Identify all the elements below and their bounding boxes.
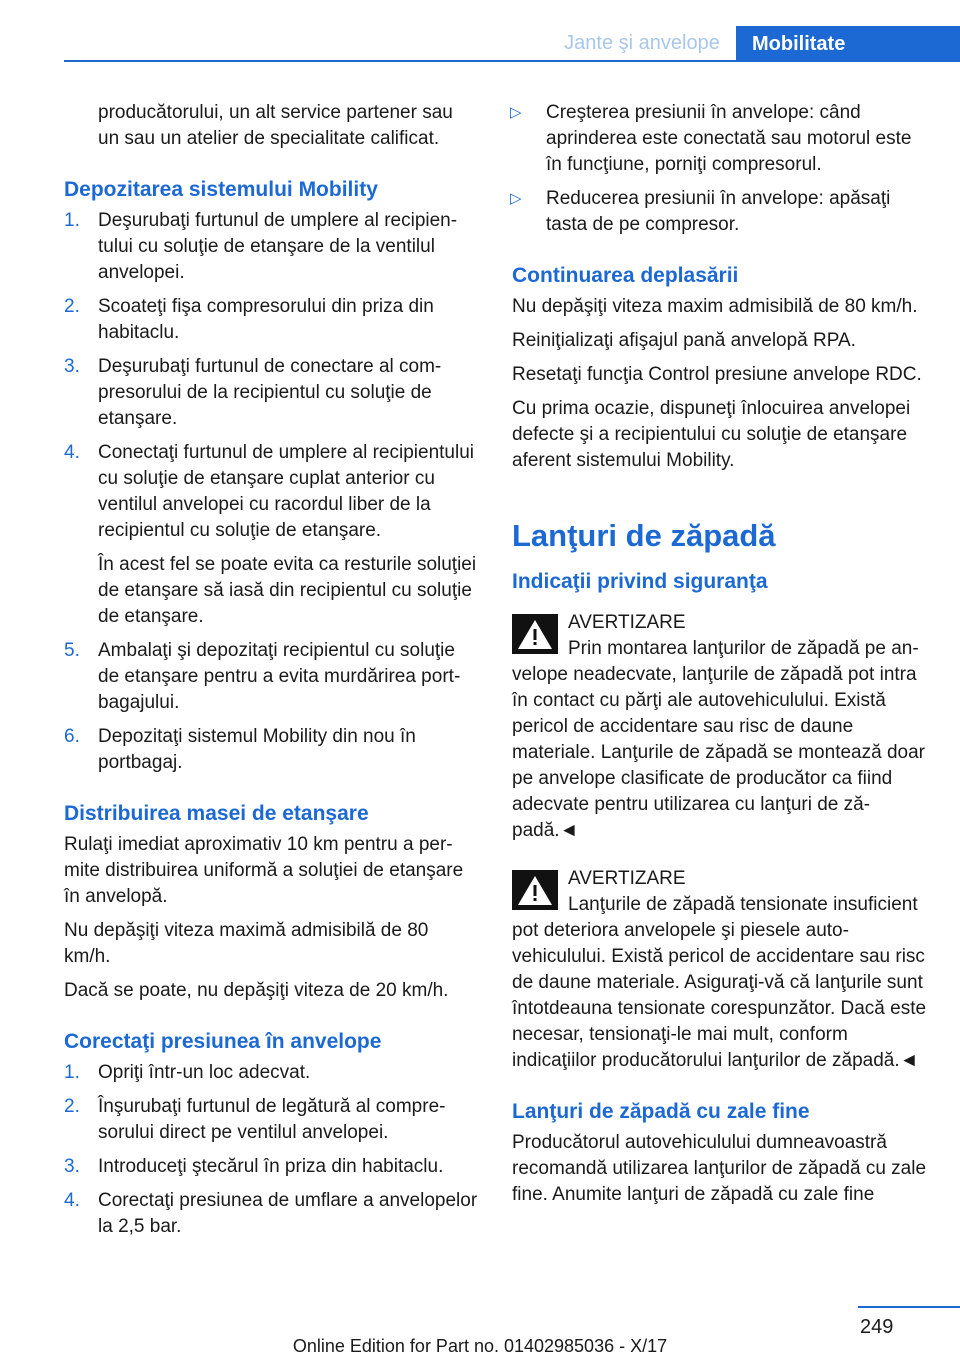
heading-continue: Continuarea deplasării — [512, 264, 739, 287]
list-item — [64, 208, 478, 286]
left-column — [64, 100, 478, 1248]
warning-triangle-icon — [512, 870, 558, 910]
step-number: 1. — [64, 1062, 80, 1083]
heading-fine-chains: Lanţuri de zăpadă cu zale fine — [512, 1100, 810, 1123]
warning-text: Lanţurile de zăpadă tensionate insuficient pot deteriora anvelopele şi piesele autovehiculului. Există pericol de accidentare sau risc de daune materiale. Asiguraţi-vă că lanţurile sunt întotdeauna tensionate corespunzător. Dacă este necesar, tensionaţi-le mai mult, conform indicaţiilor producătorului lanţurilor de zăpadă.◄ — [512, 894, 927, 1071]
bullet-text: Creşterea presiunii în anvelope: când aprinderea este conectată sau motorul este în funcţiune, porniţi compresorul. — [546, 102, 912, 175]
triangle-bullet-icon: ▷ — [510, 104, 522, 121]
step-number: 6. — [64, 726, 80, 747]
heading-correct-pressure: Corectaţi presiunea în anvelope — [64, 1030, 382, 1053]
footer-rule — [858, 1306, 960, 1308]
heading-safety: Indicaţii privind siguranţa — [512, 570, 768, 593]
paragraph: Producătorul autovehiculului dumneavoastră recomandă utilizarea lanţurilor de zăpadă cu zale fine. Anumite lanţuri de zăpadă cu zale fine — [512, 1132, 927, 1205]
step-note: În acest fel se poate evita ca resturile soluţiei de etanşare să iasă din recipientul cu soluţie de etanşare. — [98, 554, 477, 627]
warning-triangle-icon — [512, 614, 558, 654]
warning-label: AVERTIZARE — [568, 868, 686, 889]
edition-text: Online Edition for Part no. 01402985036 - X/17 — [292, 1336, 668, 1356]
list-item — [64, 1060, 478, 1086]
step-number: 3. — [64, 356, 80, 377]
list-item — [478, 100, 930, 178]
list-item — [64, 354, 478, 432]
heading-storage: Depozitarea sistemului Mobility — [64, 178, 378, 201]
paragraph: Nu depăşiţi viteza maxim admisibilă de 80 km/h. — [512, 296, 918, 317]
header-section-title: Jante şi anvelope — [564, 32, 720, 54]
warning-block — [512, 610, 930, 844]
step-text: Introduceţi ştecărul în priza din habitaclu. — [98, 1156, 444, 1177]
intro-text: producătorului, un alt service partener sau un sau un atelier de specialitate calificat. — [98, 102, 453, 149]
paragraph: Rulaţi imediat aproximativ 10 km pentru a permite distribuirea uniformă a soluţiei de etanşare în anvelopă. — [64, 834, 464, 907]
paragraph: Nu depăşiţi viteza maximă admisibilă de 80 km/h. — [64, 920, 429, 967]
warning-text: Prin montarea lanţurilor de zăpadă pe anvelope neadecvate, lanţurile de zăpadă pot intra în contact cu părţi ale autovehiculului. Există pericol de accidentare sau risc de daune materiale. Lanţurile de zăpadă se montează doar pe anvelope clasificate de producător ca fiind adecvate pentru utilizarea cu lanţuri de zăpadă.◄ — [512, 638, 925, 841]
list-item — [64, 1154, 478, 1180]
step-number: 4. — [64, 442, 80, 463]
step-number: 5. — [64, 640, 80, 661]
list-item — [478, 186, 930, 238]
step-text: Depozitaţi sistemul Mobility din nou în portbagaj. — [98, 726, 416, 773]
step-text: Corectaţi presiunea de umflare a anvelopelor la 2,5 bar. — [98, 1190, 478, 1237]
triangle-bullet-icon: ▷ — [510, 190, 522, 207]
bullet-text: Reducerea presiunii în anvelope: apăsaţi tasta de pe compresor. — [546, 188, 891, 235]
step-text: Scoateţi fişa compresorului din priza din habitaclu. — [98, 296, 434, 343]
step-text: Ambalaţi şi depozitaţi recipientul cu soluţie de etanşare pentru a evita murdărirea portbagajului. — [98, 640, 461, 713]
heading-snow-chains: Lanţuri de zăpadă — [512, 518, 776, 553]
list-item — [64, 638, 478, 716]
step-text: Înşurubaţi furtunul de legătură al compresorului direct pe ventilul anvelopei. — [98, 1096, 446, 1143]
step-text: Deşurubaţi furtunul de umplere al recipientului cu soluţie de etanşare de la ventilul anvelopei. — [98, 210, 458, 283]
list-item — [64, 724, 478, 776]
step-text: Conectaţi furtunul de umplere al recipientului cu soluţie de etanşare cuplat anterior cu ventilul anvelopei cu racordul liber de la recipientul cu soluţie de etanşare. — [98, 442, 474, 541]
header-chapter-tab: Mobilitate — [736, 26, 960, 62]
paragraph: Dacă se poate, nu depăşiţi viteza de 20 km/h. — [64, 980, 449, 1001]
correct-steps — [64, 1060, 478, 1240]
warning-block — [512, 866, 930, 1074]
header-rule — [64, 60, 960, 62]
step-number: 2. — [64, 1096, 80, 1117]
list-item — [64, 1094, 478, 1146]
pressure-bullets — [478, 100, 930, 238]
storage-steps — [64, 208, 478, 776]
right-column — [512, 100, 930, 1216]
step-number: 2. — [64, 296, 80, 317]
list-item — [64, 1188, 478, 1240]
paragraph: Reiniţializaţi afişajul pană anvelopă RPA. — [512, 330, 856, 351]
paragraph: Cu prima ocazie, dispuneţi înlocuirea anvelopei defecte şi a recipientului cu soluţie de etanşare aferent sistemului Mobility. — [512, 398, 911, 471]
paragraph: Resetaţi funcţia Control presiune anvelope RDC. — [512, 364, 922, 385]
warning-label: AVERTIZARE — [568, 612, 686, 633]
list-item — [64, 440, 478, 630]
heading-distribution: Distribuirea masei de etanşare — [64, 802, 369, 825]
step-text: Opriţi într-un loc adecvat. — [98, 1062, 311, 1083]
step-text: Deşurubaţi furtunul de conectare al compresorului de la recipientul cu soluţie de etanşare. — [98, 356, 442, 429]
step-number: 4. — [64, 1190, 80, 1211]
list-item — [64, 294, 478, 346]
page-number: 249 — [860, 1316, 894, 1338]
step-number: 3. — [64, 1156, 80, 1177]
step-number: 1. — [64, 210, 80, 231]
